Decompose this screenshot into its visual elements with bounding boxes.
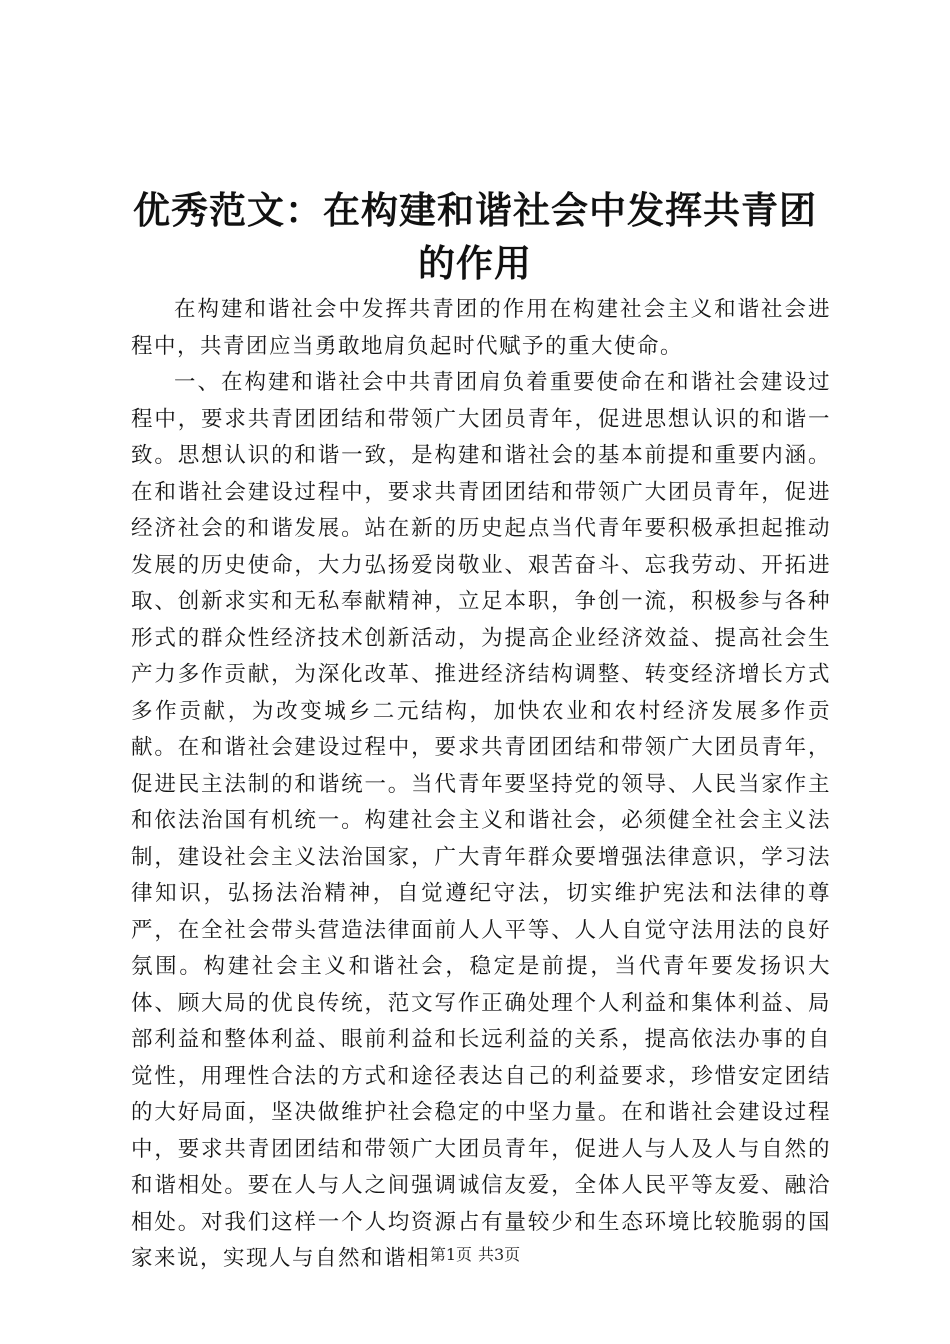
- page-footer: [0, 1245, 950, 1265]
- document-body: [131, 292, 831, 1278]
- page-total: 共3页: [478, 1245, 521, 1264]
- paragraph-section-one: 一、在构建和谐社会中共青团肩负着重要使命在和谐社会建设过程中，要求共青团团结和带领广大团员青年，促进思想认识的和谐一致。思想认识的和谐一致，是构建和谐社会的基本前提和重要内涵。在和谐社会建设过程中，要求共青团团结和带领广大团员青年，促进经济社会的和谐发展。站在新的历史起点当代青年要积极承担起推动发展的历史使命，大力弘扬爱岗敬业、艰苦奋斗、忘我劳动、开拓进取、创新求实和无私奉献精神，立足本职，争创一流，积极参与各种形式的群众性经济技术创新活动，为提高企业经济效益、提高社会生产力多作贡献，为深化改革、推进经济结构调整、转变经济增长方式多作贡献，为改变城乡二元结构，加快农业和农村经济发展多作贡献。在和谐社会建设过程中，要求共青团团结和带领广大团员青年，促进民主法制的和谐统一。当代青年要坚持党的领导、人民当家作主和依法治国有机统一。构建社会主义和谐社会，必须健全社会主义法制，建设社会主义法治国家，广大青年群众要增强法律意识，学习法律知识，弘扬法治精神，自觉遵纪守法，切实维护宪法和法律的尊严，在全社会带头营造法律面前人人平等、人人自觉守法用法的良好氛围。构建社会主义和谐社会，稳定是前提，当代青年要发扬识大体、顾大局的优良传统，范文写作正确处理个人利益和集体利益、局部利益和整体利益、眼前利益和长远利益的关系，提高依法办事的自觉性，用理性合法的方式和途径表达自己的利益要求，珍惜安定团结的大好局面，坚决做维护社会稳定的中坚力量。在和谐社会建设过程中，要求共青团团结和带领广大团员青年，促进人与人及人与自然的和谐相处。要在人与人之间强调诚信友爱，全体人民平等友爱、融洽相处。对我们这样一个人均资源占有量较少和生态环境比较脆弱的国家来说，实现人与自然和谐相: [131, 370, 831, 1271]
- paragraph-intro: 在构建和谐社会中发挥共青团的作用在构建社会主义和谐社会进程中，共青团应当勇敢地肩负起时代赋予的重大使命。: [131, 297, 831, 359]
- page-number: 第1页: [429, 1245, 472, 1264]
- document-title: 优秀范文：在构建和谐社会中发挥共青团的作用: [133, 189, 817, 285]
